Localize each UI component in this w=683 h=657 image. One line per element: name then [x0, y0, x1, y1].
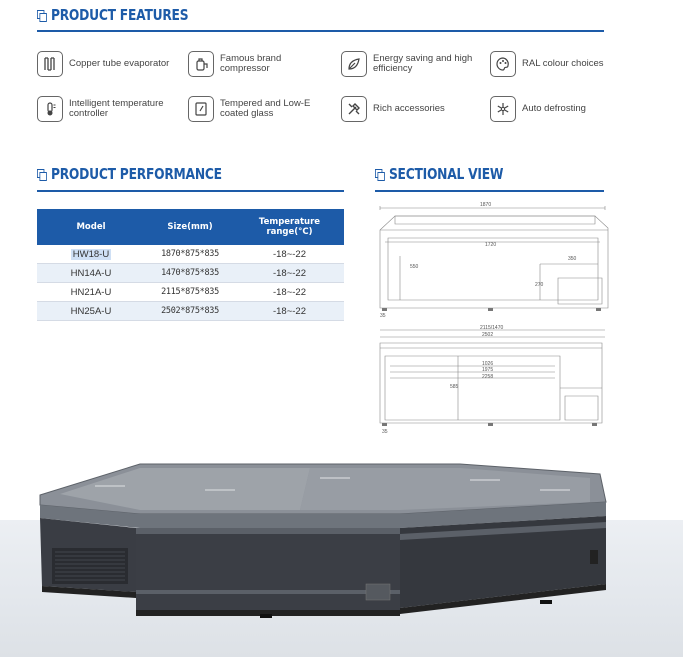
- snowflake-icon: [490, 96, 516, 122]
- performance-table: [37, 209, 344, 321]
- performance-title: PRODUCT PERFORMANCE: [37, 165, 222, 183]
- coil-icon: [37, 51, 63, 77]
- dim-step-w: 350: [568, 256, 577, 262]
- table-row: [37, 245, 344, 264]
- glass-icon: [188, 96, 214, 122]
- table-cell: 2115*875*835: [145, 283, 235, 302]
- sectional-title: SECTIONAL VIEW: [375, 165, 503, 183]
- table-row: [37, 283, 344, 302]
- performance-rule: [37, 190, 344, 192]
- feature-glass: Tempered and Low-E coated glass: [188, 96, 310, 122]
- dim-d2: 1975: [482, 367, 494, 373]
- features-rule: [37, 30, 604, 32]
- table-header-row: [37, 209, 344, 245]
- dim-inner: 1720: [485, 242, 497, 248]
- table-cell: -18~-22: [235, 283, 344, 302]
- feature-accessories: Rich accessories: [341, 96, 445, 122]
- table-row: [37, 264, 344, 283]
- dim-d3: 2258: [482, 374, 494, 380]
- dim-step-h: 270: [535, 282, 544, 288]
- table-cell: -18~-22: [235, 302, 344, 321]
- compressor-icon: [188, 51, 214, 77]
- section-icon: [375, 169, 384, 180]
- table-cell: HN14A-U: [37, 264, 145, 283]
- table-cell: -18~-22: [235, 245, 344, 264]
- leaf-icon: [341, 51, 367, 77]
- feature-auto-defrost: Auto defrosting: [490, 96, 586, 122]
- feature-energy-saving: Energy saving and high efficiency: [341, 51, 472, 77]
- dim-overall-a: 2115/1470: [480, 325, 504, 331]
- feature-copper-tube: Copper tube evaporator: [37, 51, 169, 77]
- tools-icon: [341, 96, 367, 122]
- section-icon: [37, 169, 46, 180]
- island-freezer-image: [0, 450, 683, 650]
- feature-temperature-controller: Intelligent temperature controller: [37, 96, 164, 122]
- feature-compressor: Famous brand compressor: [188, 51, 281, 77]
- table-cell: HN25A-U: [37, 302, 145, 321]
- sectional-drawing: [370, 198, 610, 438]
- table-header: Temperature range(°C): [235, 209, 344, 245]
- feature-ral-colour: RAL colour choices: [490, 51, 604, 77]
- table-cell: 1470*875*835: [145, 264, 235, 283]
- table-cell: HN21A-U: [37, 283, 145, 302]
- table-row: [37, 302, 344, 321]
- dim-d1: 1026: [482, 361, 494, 367]
- table-cell: 2502*875*835: [145, 302, 235, 321]
- table-cell: [37, 245, 145, 264]
- palette-icon: [490, 51, 516, 77]
- dim-overall-b: 2502: [482, 332, 494, 338]
- svg-text:1870: 1870: [480, 202, 492, 208]
- model-highlight: HW18-U: [72, 248, 110, 260]
- table-header: Size(mm): [145, 209, 235, 245]
- dim-foot-bottom: 35: [382, 429, 388, 435]
- sectional-rule: [375, 190, 604, 192]
- table-cell: -18~-22: [235, 264, 344, 283]
- section-icon: [37, 10, 46, 21]
- dim-overall: [480, 202, 491, 208]
- thermometer-icon: [37, 96, 63, 122]
- dim-h: 585: [450, 384, 459, 390]
- dim-foot: 35: [380, 313, 386, 319]
- features-title: PRODUCT FEATURES: [37, 6, 188, 24]
- table-header: Model: [37, 209, 145, 245]
- dim-depth: 550: [410, 264, 419, 270]
- table-cell: 1870*875*835: [145, 245, 235, 264]
